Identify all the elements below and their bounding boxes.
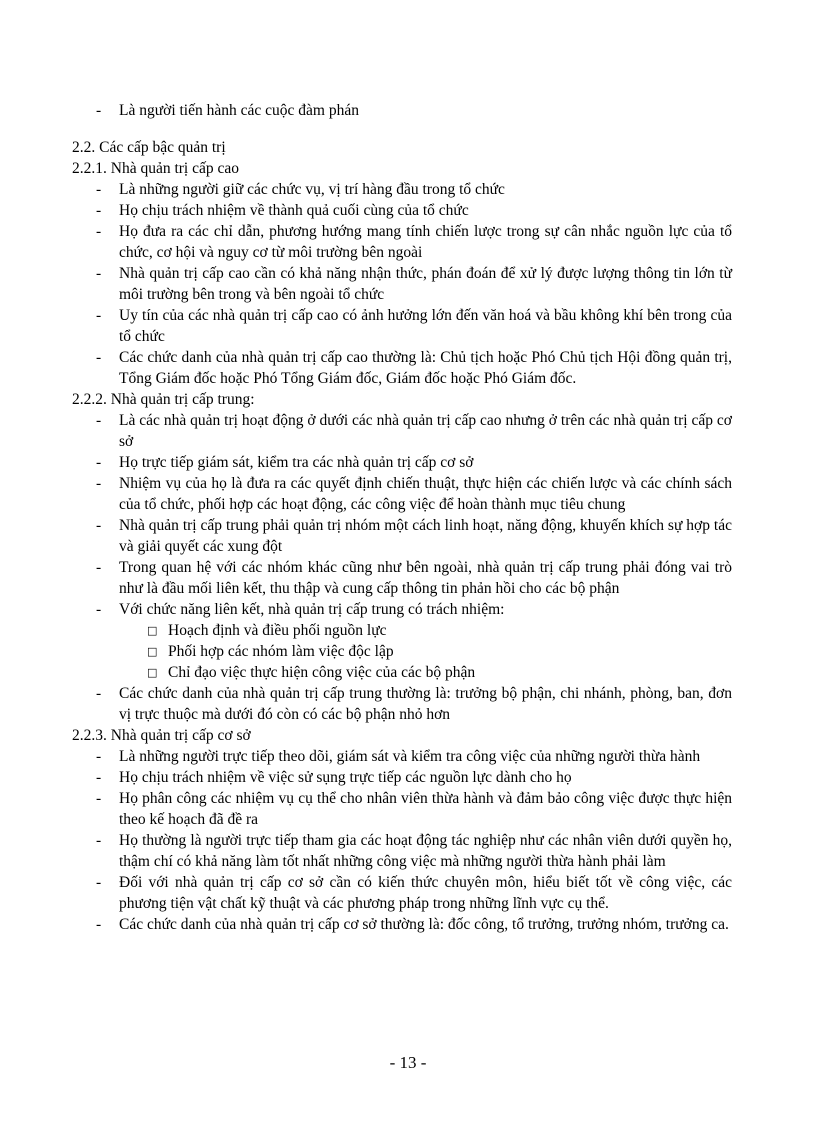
page-number: - 13 - [389,1053,427,1072]
list-2-2-2 [72,410,732,620]
list-item: - Họ phân công các nhiệm vụ cụ thể cho nhân viên thừa hành và đảm bảo công việc được thực hiện theo kế hoạch đã đề ra [72,788,732,830]
list-item: - Nhà quản trị cấp trung phải quản trị nhóm một cách linh hoạt, năng động, khuyến khích sự hợp tác và giải quyết các xung đột [72,515,732,557]
list-item: - Là những người trực tiếp theo dõi, giám sát và kiểm tra công việc của những người thừa hành [72,746,732,767]
list-2-2-1 [72,179,732,389]
sublist-responsibilities [72,620,732,683]
section-heading-2-2-2: 2.2.2. Nhà quản trị cấp trung: [72,391,255,408]
list-item: - Là những người giữ các chức vụ, vị trí hàng đầu trong tổ chức [72,179,732,200]
list-item: - Nhiệm vụ của họ là đưa ra các quyết định chiến thuật, thực hiện các chiến lược và các chính sách của tổ chức, phối hợp các hoạt động, các công việc để hoàn thành mục tiêu chung [72,473,732,515]
page-content [72,100,732,935]
sublist-item: □ Chỉ đạo việc thực hiện công việc của các bộ phận [72,662,732,683]
list-item: - Là người tiến hành các cuộc đàm phán [72,100,732,121]
section-heading-2-2: 2.2. Các cấp bậc quản trị [72,139,226,156]
list-item: - Các chức danh của nhà quản trị cấp trung thường là: trưởng bộ phận, chi nhánh, phòng, ban, đơn vị trực thuộc mà dưới đó còn có các bộ phận nhỏ hơn [72,683,732,725]
list-item: - Họ chịu trách nhiệm về việc sử sụng trực tiếp các nguồn lực dành cho họ [72,767,732,788]
section-heading-2-2-1: 2.2.1. Nhà quản trị cấp cao [72,160,239,177]
list-item: - Họ trực tiếp giám sát, kiểm tra các nhà quản trị cấp cơ sở [72,452,732,473]
list-item: - Uy tín của các nhà quản trị cấp cao có ảnh hưởng lớn đến văn hoá và bầu không khí bên trong của tổ chức [72,305,732,347]
intro-list [72,100,732,121]
section-heading-2-2-3: 2.2.3. Nhà quản trị cấp cơ sở [72,727,251,744]
list-item: - Họ đưa ra các chỉ dẫn, phương hướng mang tính chiến lược trong sự cân nhắc nguồn lực của tổ chức, cơ hội và nguy cơ từ môi trường bên ngoài [72,221,732,263]
list-item: - Trong quan hệ với các nhóm khác cũng như bên ngoài, nhà quản trị cấp trung phải đóng vai trò như là đầu mối liên kết, thu thập và cung cấp thông tin phản hồi cho các bộ phận [72,557,732,599]
list-item: - Họ thường là người trực tiếp tham gia các hoạt động tác nghiệp như các nhân viên dưới quyền họ, thậm chí có khả năng làm tốt nhất những công việc mà những người thừa hành phải làm [72,830,732,872]
list-item: - Đối với nhà quản trị cấp cơ sở cần có kiến thức chuyên môn, hiểu biết tốt về công việc, các phương tiện vật chất kỹ thuật và các phương pháp trong những lĩnh vực cụ thể. [72,872,732,914]
list-item: - Là các nhà quản trị hoạt động ở dưới các nhà quản trị cấp cao nhưng ở trên các nhà quản trị cấp cơ sở [72,410,732,452]
list-item: - Với chức năng liên kết, nhà quản trị cấp trung có trách nhiệm: [72,599,732,620]
list-item: - Các chức danh của nhà quản trị cấp cao thường là: Chủ tịch hoặc Phó Chủ tịch Hội đồng quản trị, Tổng Giám đốc hoặc Phó Tổng Giám đốc, Giám đốc hoặc Phó Giám đốc. [72,347,732,389]
list-2-2-2-tail [72,683,732,725]
list-2-2-3 [72,746,732,935]
sublist-item: □ Hoạch định và điều phối nguồn lực [72,620,732,641]
list-item: - Nhà quản trị cấp cao cần có khả năng nhận thức, phán đoán để xử lý được lượng thông tin lớn từ môi trường bên trong và bên ngoài tổ chức [72,263,732,305]
list-item: - Họ chịu trách nhiệm về thành quả cuối cùng của tổ chức [72,200,732,221]
sublist-item: □ Phối hợp các nhóm làm việc độc lập [72,641,732,662]
list-item: - Các chức danh của nhà quản trị cấp cơ sở thường là: đốc công, tổ trưởng, trưởng nhóm, trưởng ca. [72,914,732,935]
